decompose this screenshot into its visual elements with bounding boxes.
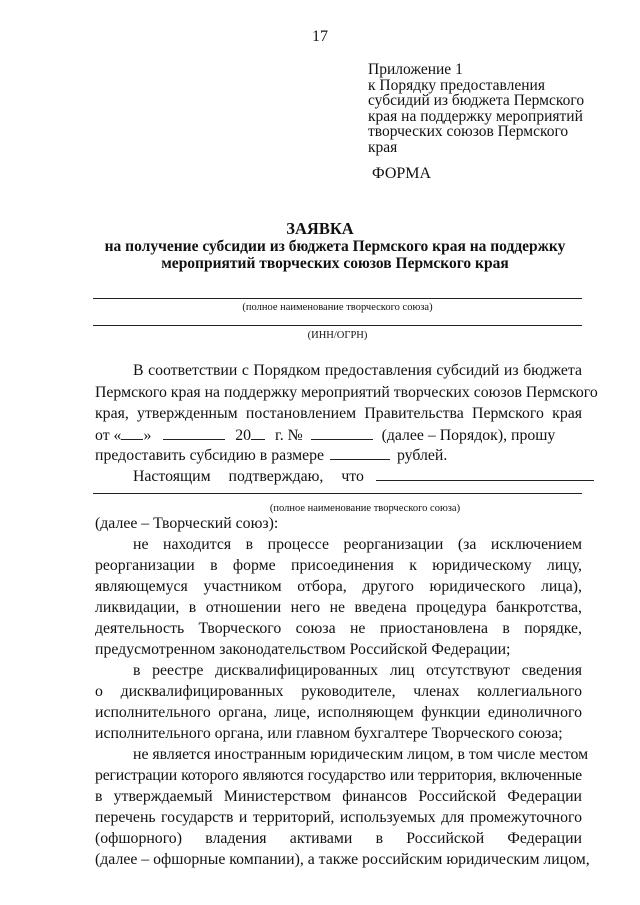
paragraph-line: реорганизации в форме присоединения к юридическому лицу, xyxy=(95,557,582,574)
appendix-line: края на поддержку мероприятий xyxy=(368,107,583,125)
number-blank xyxy=(311,426,373,440)
confirm-text: Настоящим подтверждаю, что xyxy=(133,468,364,485)
appendix-line: края xyxy=(368,138,398,156)
appendix-line: субсидий из бюджета Пермского xyxy=(368,92,585,109)
subtitle-line: на получение субсидии из бюджета Пермского края на поддержку xyxy=(104,238,566,255)
paragraph-line: в реестре дисквалифицированных лиц отсутствуют сведения xyxy=(133,662,582,679)
paragraph-line: исполнительного органа, лице, исполняющем функции единоличного xyxy=(95,704,582,721)
subsidy-amount-blank xyxy=(330,446,390,460)
paragraph-line: являющемуся участником отбора, другого юридического лица), xyxy=(95,578,582,595)
year-blank xyxy=(251,426,265,440)
inn-field-line xyxy=(93,325,582,326)
month-blank xyxy=(163,426,225,440)
subtitle-line: мероприятий творческих союзов Пермского края xyxy=(161,255,509,272)
paragraph-line: исполнительного органа, или главном бухгалтере Творческого союза; xyxy=(95,725,563,742)
paragraph-text: (далее – Порядок), прошу xyxy=(381,427,556,444)
appendix-header xyxy=(368,62,584,155)
document-title: ЗАЯВКА xyxy=(286,219,354,238)
paragraph-line: перечень государств и территорий, используемых для промежуточного xyxy=(95,809,582,826)
year-prefix: 20 xyxy=(235,427,252,444)
paragraph-line: Пермского края на поддержку мероприятий творческих союзов Пермского xyxy=(95,384,598,401)
paragraph-line: о дисквалифицированных руководителе, членах коллегиального xyxy=(95,683,582,700)
union-name-field-line-2 xyxy=(93,493,582,494)
day-blank xyxy=(121,426,143,440)
paragraph-line: деятельность Творческого союза не приостановлена в порядке, xyxy=(95,620,582,637)
date-number-line xyxy=(95,426,582,445)
paragraph-line: (офшорного) владения активами в Российской Федерации xyxy=(95,830,582,847)
appendix-line: Приложение 1 xyxy=(368,61,463,78)
subsidy-line xyxy=(95,446,582,465)
date-prefix: от « xyxy=(95,427,122,444)
paragraph-text: рублей. xyxy=(396,447,448,464)
paragraph-line: (далее – Творческий союз): xyxy=(95,515,279,532)
date-close-quote: » xyxy=(143,427,152,444)
paragraph-line: В соответствии с Порядком предоставления субсидий из бюджета xyxy=(133,362,582,379)
paragraph-line: (далее – офшорные компании), а также российским юридическим лицом, xyxy=(95,851,590,868)
paragraph-line: ликвидации, в отношении него не введена процедура банкротства, xyxy=(95,599,582,616)
paragraph-line: регистрации которого являются государство или территория, включенные xyxy=(95,767,582,784)
confirm-line xyxy=(133,467,582,486)
paragraph-line: не является иностранным юридическим лицом, в том числе местом xyxy=(133,746,589,763)
inn-caption: (ИНН/ОГРН) xyxy=(307,330,368,341)
paragraph-text: предоставить субсидию в размере xyxy=(95,447,325,464)
page-number: 17 xyxy=(312,28,328,45)
confirm-blank xyxy=(376,467,594,481)
appendix-line: творческих союзов Пермского xyxy=(368,123,569,140)
document-subtitle xyxy=(90,238,580,272)
paragraph-line: предусмотренном законодательством Российской Федерации; xyxy=(95,641,511,658)
form-label: ФОРМА xyxy=(372,165,432,182)
union-name-field-line xyxy=(93,298,582,299)
paragraph-line: не находится в процессе реорганизации (за исключением xyxy=(133,536,582,553)
year-number-label: г. № xyxy=(275,427,303,444)
paragraph-line: края, утвержденным постановлением Правительства Пермского края xyxy=(95,405,582,422)
paragraph-line: в утверждаемый Министерством финансов Российской Федерации xyxy=(95,788,582,805)
union-name-caption: (полное наименование творческого союза) xyxy=(242,302,433,313)
appendix-line: к Порядку предоставления xyxy=(368,76,545,94)
union-name-caption-2: (полное наименование творческого союза) xyxy=(269,503,461,514)
